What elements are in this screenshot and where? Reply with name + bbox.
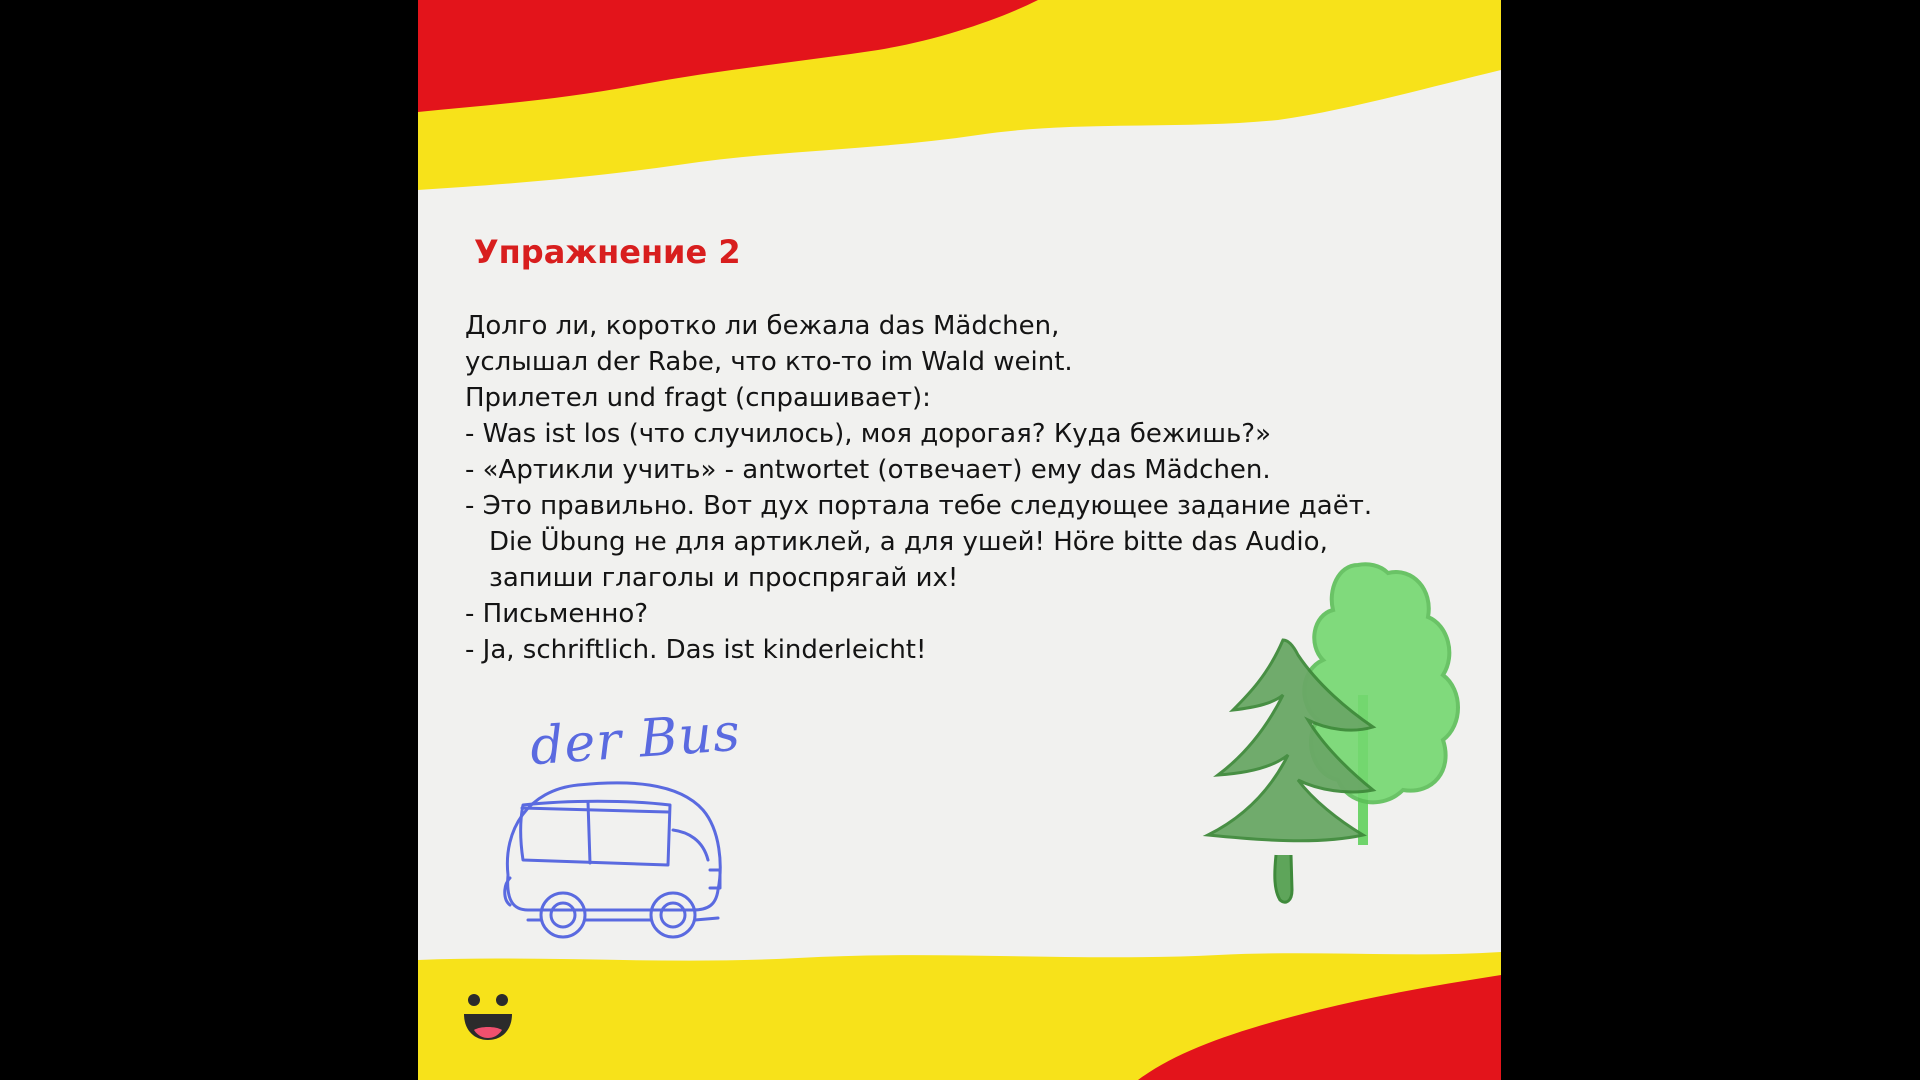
story-line: Долго ли, коротко ли бежала das Mädchen, <box>465 311 1060 341</box>
trees-icon <box>1188 545 1478 915</box>
smiley-face-icon <box>460 990 516 1046</box>
story-line: - Was ist los (что случилось), моя дорогая? Куда бежишь?» <box>465 419 1272 449</box>
story-line: запиши глаголы и проспрягай их! <box>489 563 959 593</box>
story-line: - Ja, schriftlich. Das ist kinderleicht! <box>465 635 927 665</box>
story-line: услышал der Rabe, что кто-то im Wald weint. <box>465 347 1073 377</box>
exercise-title: Упражнение 2 <box>474 233 741 271</box>
slide-card <box>418 0 1501 1080</box>
story-line: Прилетел und fragt (спрашивает): <box>465 383 931 413</box>
story-line: Die Übung не для артиклей, а для ушей! Höre bitte das Audio, <box>489 527 1328 557</box>
bus-icon <box>488 770 728 940</box>
bus-label: der Bus <box>528 702 743 778</box>
story-line: - Письменно? <box>465 599 649 629</box>
story-line: - «Артикли учить» - antwortet (отвечает) ему das Mädchen. <box>465 455 1271 485</box>
story-line: - Это правильно. Вот дух портала тебе следующее задание даёт. <box>465 491 1373 521</box>
